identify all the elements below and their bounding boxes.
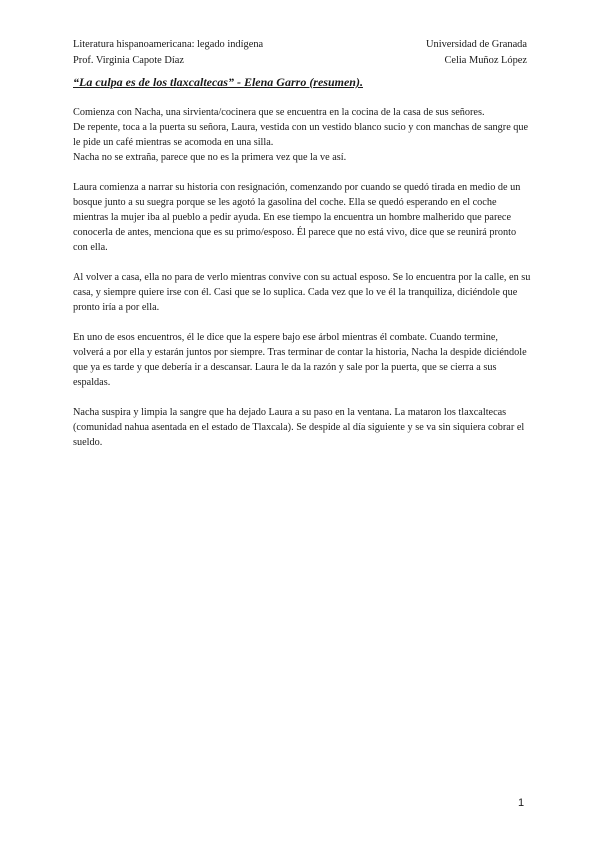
professor-name: Prof. Virginia Capote Díaz bbox=[73, 55, 184, 66]
paragraph-line: Al volver a casa, ella no para de verlo mientras convive con su actual esposo. Se lo encuentra por la calle, en su casa, y siempre quiere irse con él. Casi que se lo suplica. Cada vez que lo ve él la tranquiliza, diciéndole que pronto iría a por ella. bbox=[73, 272, 531, 313]
course-name: Literatura hispanoamericana: legado indígena bbox=[73, 39, 264, 50]
paragraph-line: De repente, toca a la puerta su señora, Laura, vestida con un vestido blanco sucio y con manchas de sangre que le pide un café mientras se acomoda en una silla. bbox=[73, 122, 529, 148]
university-name: Universidad de Granada bbox=[426, 39, 527, 50]
page-header bbox=[73, 37, 527, 69]
paragraph-5 bbox=[73, 405, 531, 450]
paragraph-4 bbox=[73, 330, 531, 390]
header-row-2 bbox=[73, 53, 527, 69]
page-number: 1 bbox=[518, 797, 525, 809]
paragraph-line: Nacha no se extraña, parece que no es la primera vez que la ve así. bbox=[73, 152, 347, 163]
paragraph-2 bbox=[73, 180, 531, 255]
paragraph-line: Nacha suspira y limpia la sangre que ha dejado Laura a su paso en la ventana. La mataron los tlaxcaltecas (comunidad nahua asentada en el estado de Tlaxcala). Se despide al día siguiente y se va sin siquiera cobrar el sueldo. bbox=[73, 407, 525, 448]
paragraph-line: En uno de esos encuentros, él le dice que la espere bajo ese árbol mientras él combate. Cuando termine, volverá a por ella y estarán juntos por siempre. Tras terminar de contar la historia, Nacha la despide diciéndole que ya es tarde y que debería ir a descansar. Laura le da la razón y sale por la puerta, que se cierra a sus espaldas. bbox=[73, 332, 527, 388]
student-name: Celia Muñoz López bbox=[444, 55, 527, 66]
document-title: “La culpa es de los tlaxcaltecas” - Elena Garro (resumen). bbox=[73, 75, 363, 89]
document-body bbox=[73, 105, 531, 465]
header-row-1 bbox=[73, 37, 527, 53]
paragraph-1 bbox=[73, 105, 531, 165]
paragraph-3 bbox=[73, 270, 531, 315]
paragraph-line: Laura comienza a narrar su historia con resignación, comenzando por cuando se quedó tirada en medio de un bosque junto a su suegra porque se les agotó la gasolina del coche. Ella se quedó esperando en el coche mientras la mujer iba al pueblo a pedir ayuda. En ese tiempo la encuentra un hombre malherido que parece conocerla de antes, menciona que es su primo/esposo. Él parece que no está vivo, dice que se reunirá pronto con ella. bbox=[73, 182, 521, 253]
paragraph-line: Comienza con Nacha, una sirvienta/cocinera que se encuentra en la cocina de la casa de sus señores. bbox=[73, 107, 485, 118]
